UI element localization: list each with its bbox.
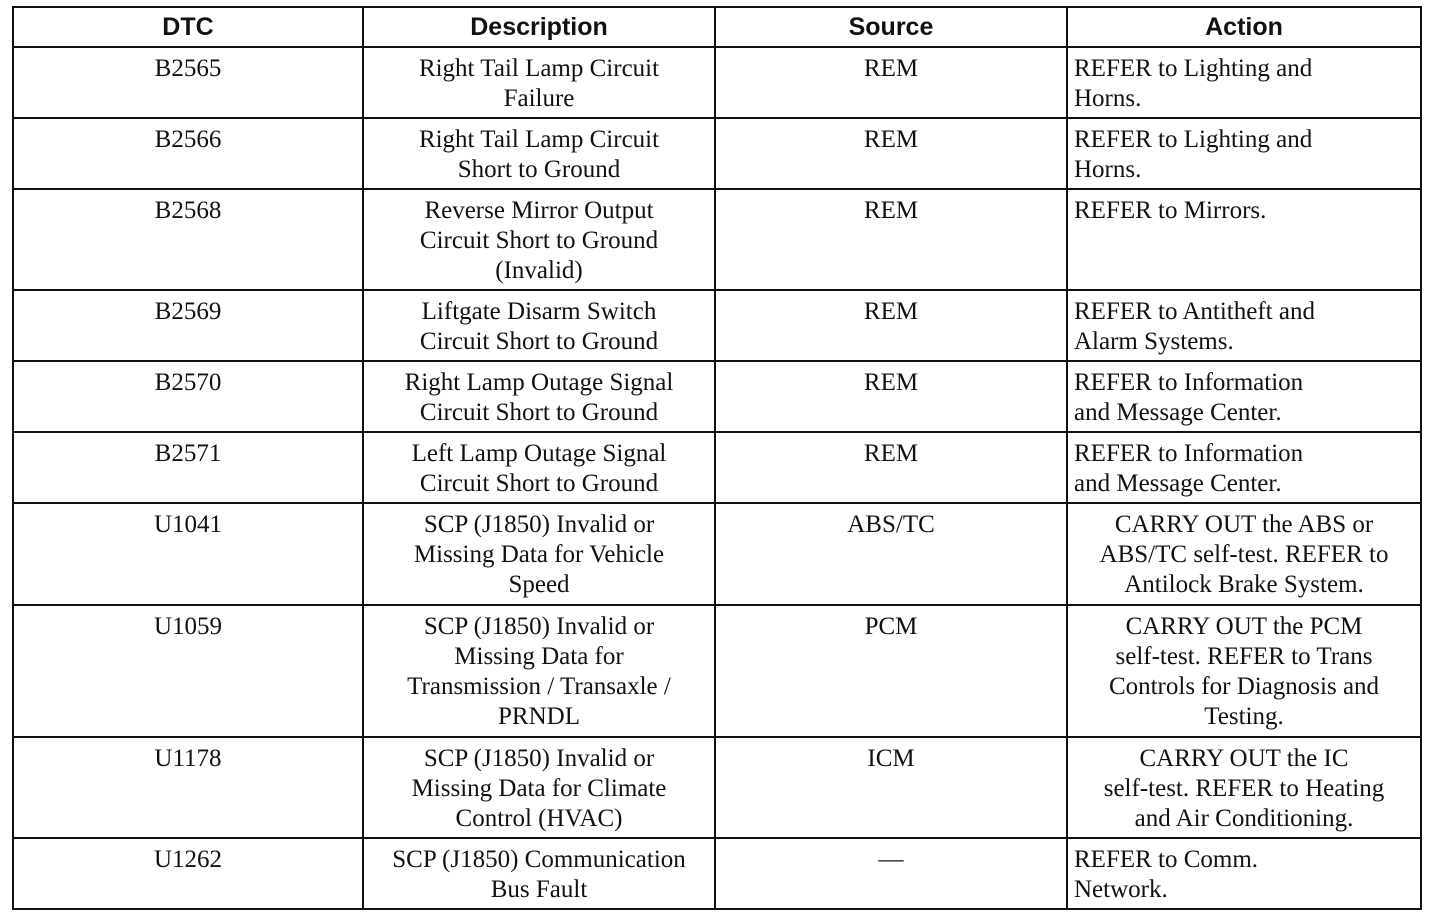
table-row [13,432,1421,503]
description-line: Speed [508,571,570,598]
action-line: ABS/TC self-test. REFER to [1099,541,1389,568]
description-line: Right Tail Lamp Circuit [418,55,660,82]
dtc-action [1067,432,1421,503]
action-line: self-test. REFER to Heating [1103,775,1385,802]
dtc-code: B2568 [13,189,363,290]
dtc-action [1067,737,1421,838]
action-line: self-test. REFER to Trans [1115,643,1373,670]
description-line: SCP (J1850) Invalid or [423,745,655,772]
action-line: CARRY OUT the PCM [1125,613,1363,640]
dtc-source: REM [715,47,1067,118]
action-line: Horns. [1074,85,1142,112]
dtc-code: B2571 [13,432,363,503]
dtc-action [1067,361,1421,432]
dtc-code: B2570 [13,361,363,432]
dtc-code: B2566 [13,118,363,189]
dtc-code: B2569 [13,290,363,361]
description-line: PRNDL [498,703,580,730]
dtc-code: U1178 [13,737,363,838]
dtc-source: — [715,838,1067,909]
dtc-source: PCM [715,605,1067,737]
action-line: REFER to Mirrors. [1074,197,1267,224]
action-line: Network. [1074,876,1168,903]
table-row [13,361,1421,432]
description-line: (Invalid) [495,257,583,284]
action-line: and Message Center. [1074,470,1282,497]
action-line: Controls for Diagnosis and [1108,673,1380,700]
description-line: Right Lamp Outage Signal [404,369,674,396]
table-header [13,7,1421,47]
dtc-source: REM [715,189,1067,290]
table-row [13,605,1421,737]
table-row [13,503,1421,605]
description-line: Bus Fault [490,876,588,903]
dtc-table [12,6,1422,910]
action-line: REFER to Comm. [1074,846,1259,873]
action-line: CARRY OUT the IC [1139,745,1349,772]
dtc-source: ABS/TC [715,503,1067,605]
dtc-description [363,361,715,432]
description-line: Missing Data for Climate [411,775,667,802]
dtc-description [363,503,715,605]
description-line: Circuit Short to Ground [419,227,659,254]
table-row [13,737,1421,838]
table-body [13,47,1421,909]
dtc-action [1067,47,1421,118]
description-line: Circuit Short to Ground [419,328,659,355]
description-line: SCP (J1850) Communication [392,846,686,873]
description-line: Left Lamp Outage Signal [411,440,667,467]
header-action: Action [1067,7,1421,47]
dtc-code: U1041 [13,503,363,605]
header-source: Source [715,7,1067,47]
action-line: and Message Center. [1074,399,1282,426]
dtc-source: REM [715,118,1067,189]
description-line: Circuit Short to Ground [419,399,659,426]
action-line: Antilock Brake System. [1124,571,1364,598]
dtc-action [1067,838,1421,909]
description-line: Circuit Short to Ground [419,470,659,497]
action-line: and Air Conditioning. [1134,805,1354,832]
dtc-code: U1059 [13,605,363,737]
dtc-description [363,605,715,737]
description-line: Failure [503,85,575,112]
dtc-source: REM [715,361,1067,432]
action-line: Testing. [1204,703,1284,730]
action-line: CARRY OUT the ABS or [1114,511,1374,538]
dtc-source: REM [715,432,1067,503]
dtc-description [363,189,715,290]
description-line: Control (HVAC) [455,805,623,832]
dtc-action [1067,503,1421,605]
description-line: Right Tail Lamp Circuit [418,126,660,153]
table-row [13,290,1421,361]
table-row [13,118,1421,189]
dtc-action [1067,189,1421,290]
action-line: REFER to Lighting and [1074,55,1313,82]
action-line: Horns. [1074,156,1142,183]
action-line: REFER to Lighting and [1074,126,1313,153]
dtc-description [363,838,715,909]
description-line: SCP (J1850) Invalid or [423,613,655,640]
description-line: Missing Data for Vehicle [413,541,665,568]
dtc-code: B2565 [13,47,363,118]
description-line: Reverse Mirror Output [424,197,654,224]
table-row [13,189,1421,290]
dtc-description [363,290,715,361]
description-line: Missing Data for [454,643,624,670]
action-line: Alarm Systems. [1074,328,1234,355]
dtc-action [1067,118,1421,189]
description-line: SCP (J1850) Invalid or [423,511,655,538]
dtc-action [1067,290,1421,361]
table-row [13,838,1421,909]
dtc-source: ICM [715,737,1067,838]
dtc-code: U1262 [13,838,363,909]
action-line: REFER to Antitheft and [1074,298,1315,325]
header-row [13,7,1421,47]
description-line: Transmission / Transaxle / [407,673,671,700]
dtc-description [363,737,715,838]
action-line: REFER to Information [1074,440,1304,467]
description-line: Liftgate Disarm Switch [421,298,657,325]
dtc-source: REM [715,290,1067,361]
header-dtc: DTC [13,7,363,47]
dtc-description [363,47,715,118]
header-description: Description [363,7,715,47]
dtc-action [1067,605,1421,737]
description-line: Short to Ground [457,156,621,183]
action-line: REFER to Information [1074,369,1304,396]
dtc-description [363,118,715,189]
table-row [13,47,1421,118]
dtc-description [363,432,715,503]
